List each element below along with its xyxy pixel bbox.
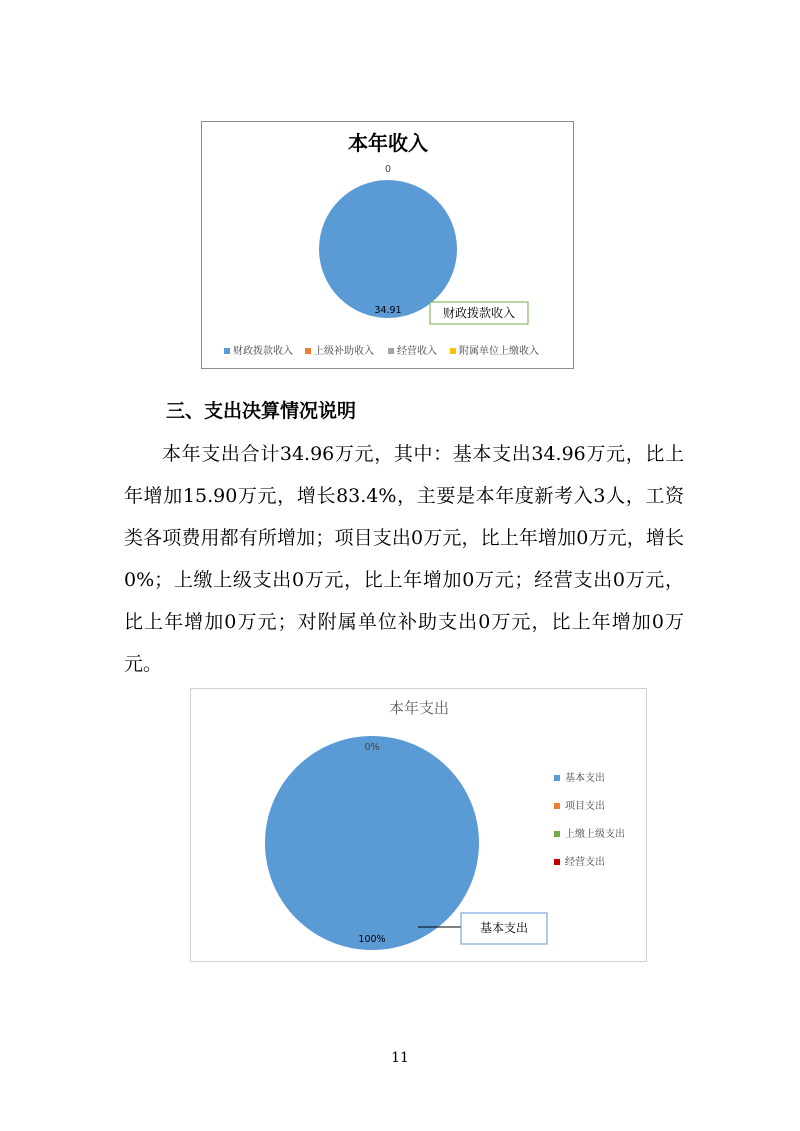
legend-swatch [450,348,456,354]
legend-swatch [305,348,311,354]
legend-label: 项目支出 [565,801,605,812]
chart-title: 本年收入 [348,131,428,155]
callout-label: 基本支出 [479,921,529,935]
data-label-zero-percent: 0% [364,742,380,753]
legend-swatch [554,859,560,865]
chart-title: 本年支出 [388,699,450,717]
section-heading: 三、支出决算情况说明 [166,400,357,422]
pie-slice-basic-expenditure [265,736,479,950]
legend-label: 经营支出 [565,857,605,868]
legend-swatch [388,348,394,354]
legend-swatch [554,803,560,809]
expenditure-paragraph: 本年支出合计34.96万元，其中：基本支出34.96万元，比上年增加15.90万元，增长83.4%，主要是本年度新考入3人，工资类各项费用都有所增加；项目支出0万元，比上年增加0万元，增长0%；上缴上级支出0万元，比上年增加0万元；经营支出0万元，比上年增加0万元；对附属单位补助支出0万元，比上年增加0万元。 [124,443,684,675]
page-number: 11 [391,1050,409,1066]
callout-label: 财政拨款收入 [442,306,516,320]
expenditure-pie-chart [190,688,647,962]
legend [224,344,539,357]
legend-label: 财政拨款收入 [233,346,293,357]
legend-label: 上缴上级支出 [565,829,625,840]
data-label-hundred-percent: 100% [358,934,386,945]
legend-swatch [554,831,560,837]
income-pie-chart [201,121,574,369]
data-label-zero: 0 [384,164,392,175]
pie-slice-fiscal-appropriation [319,180,457,318]
legend-label: 基本支出 [565,773,605,784]
legend-label: 上级补助收入 [314,346,374,357]
legend-label: 附属单位上缴收入 [459,346,539,357]
legend-label: 经营收入 [397,346,437,357]
data-label-value: 34.91 [374,305,402,316]
legend-swatch [554,775,560,781]
legend [554,771,625,868]
legend-swatch [224,348,230,354]
